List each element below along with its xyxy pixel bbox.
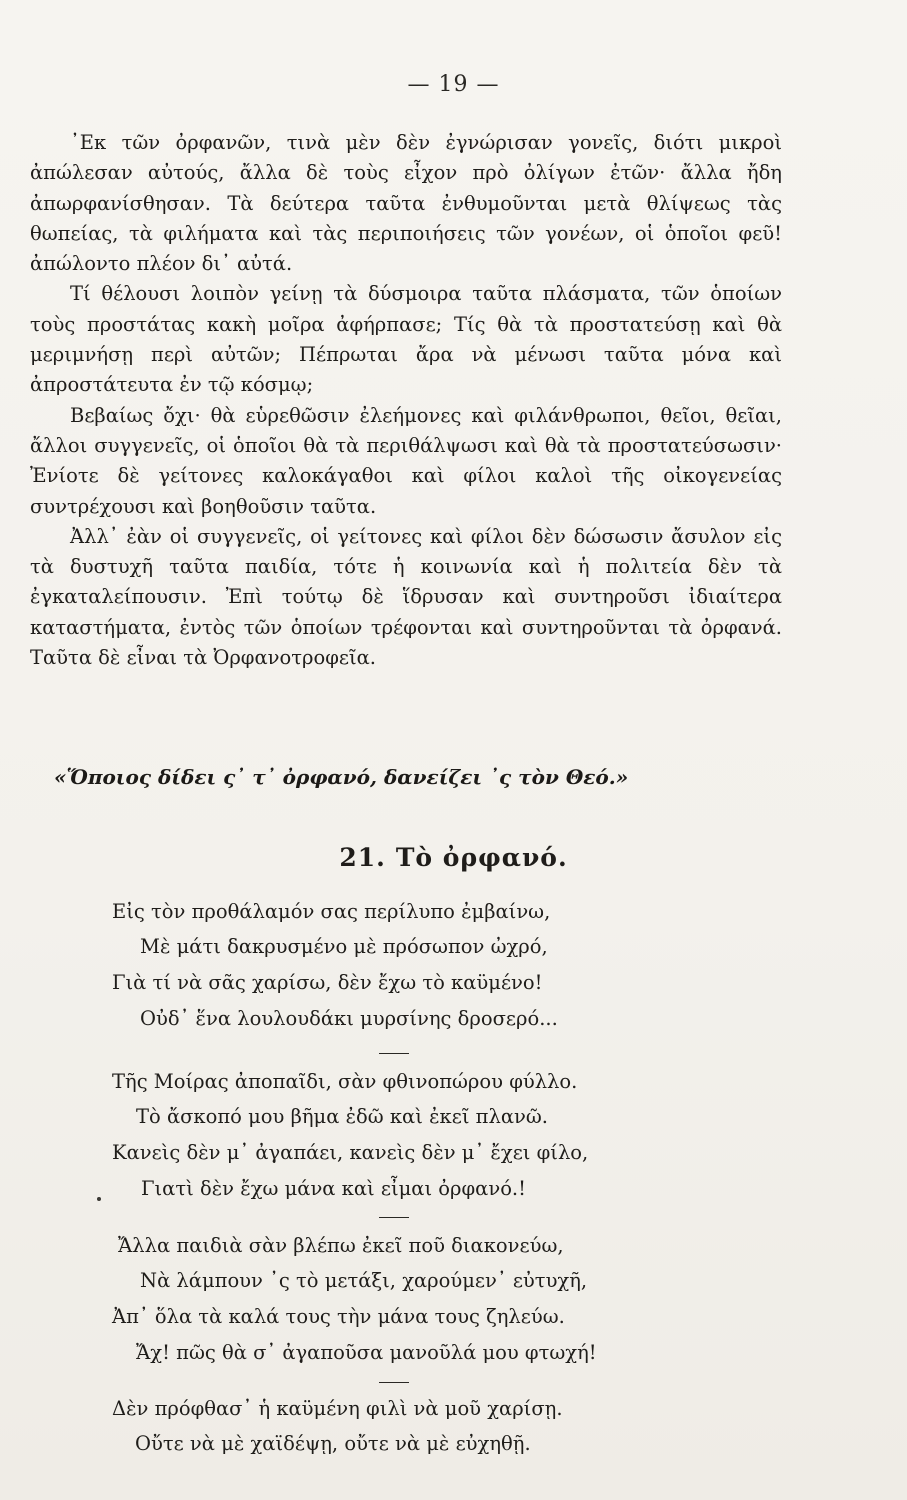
poem-line: Μὲ μάτι δακρυσμένο μὲ πρόσωπον ὠχρό, bbox=[140, 935, 548, 958]
poem-line: Νὰ λάμπουν ᾿ς τὸ μετάξι, χαρούμεν᾿ εὐτυχῆ, bbox=[140, 1269, 588, 1292]
poem-line: Ἄλλα παιδιὰ σὰν βλέπω ἐκεῖ ποῦ διακονεύω, bbox=[118, 1234, 564, 1257]
poem-line: Οὔτε νὰ μὲ χαϊδέψῃ, οὔτε νὰ μὲ εὐχηθῇ. bbox=[135, 1432, 531, 1455]
poem-line: Οὐδ᾿ ἕνα λουλουδάκι μυρσίνης δροσερό... bbox=[140, 1007, 558, 1030]
poem-line: Εἰς τὸν προθάλαμόν σας περίλυπο ἐμβαίνω, bbox=[112, 900, 551, 923]
poem-line: Ἀπ᾿ ὅλα τὰ καλά τους τὴν μάνα τους ζηλεύω. bbox=[112, 1305, 565, 1328]
poem-line: Τῆς Μοίρας ἀποπαῖδι, σὰν φθινοπώρου φύλλο. bbox=[112, 1070, 578, 1093]
stanza-divider bbox=[379, 1382, 409, 1383]
paragraph: Τί θέλουσι λοιπὸν γείνῃ τὰ δύσμοιρα ταῦτα πλάσματα, τῶν ὁποίων τοὺς προστάτας κακὴ μοῖρα ἀφήρπασε; Τίς θὰ τὰ προστατεύσῃ καὶ θὰ μεριμνήσῃ περὶ αὐτῶν; Πέπρωται ἄρα νὰ μένωσι ταῦτα μόνα καὶ ἀπροστάτευτα ἐν τῷ κόσμῳ; bbox=[30, 282, 782, 397]
stanza-divider bbox=[379, 1053, 409, 1054]
paragraph: ᾿Εκ τῶν ὀρφανῶν, τινὰ μὲν δὲν ἐγνώρισαν γονεῖς, διότι μικροὶ ἀπώλεσαν αὐτούς, ἄλλα δὲ τοὺς εἶχον πρὸ ὀλίγων ἐτῶν· ἄλλα ἤδη ἀπωρφανίσθησαν. Τὰ δεύτερα ταῦτα ἐνθυμοῦνται μετὰ θλίψεως τὰς θωπείας, τὰ φιλήματα καὶ τὰς περιποιήσεις τῶν γονέων, οἱ ὁποῖοι φεῦ! ἀπώλοντο πλέον δι᾿ αὐτά. bbox=[30, 131, 782, 276]
poem-line: Ἄχ! πῶς θὰ σ᾿ ἀγαποῦσα μανοῦλά μου φτωχή! bbox=[136, 1341, 597, 1364]
poem-line: Γιατὶ δὲν ἔχω μάνα καὶ εἶμαι ὀρφανό.! bbox=[141, 1177, 526, 1200]
page-number: — 19 — bbox=[407, 72, 500, 97]
stanza-divider bbox=[379, 1217, 409, 1218]
poem-line: Τὸ ἄσκοπό μου βῆμα ἐδῶ καὶ ἐκεῖ πλανῶ. bbox=[136, 1105, 548, 1128]
poem-line: Κανεὶς δὲν μ᾿ ἀγαπάει, κανεὶς δὲν μ᾿ ἔχει φίλο, bbox=[112, 1141, 589, 1164]
poem-line: Γιὰ τί νὰ σᾶς χαρίσω, δὲν ἔχω τὸ καϋμένο! bbox=[112, 971, 543, 994]
section-title: Τὸ ὀρφανό. bbox=[395, 843, 568, 872]
poem-line: Δὲν πρόφθασ᾿ ἡ καϋμένη φιλὶ νὰ μοῦ χαρίσῃ. bbox=[112, 1397, 563, 1420]
section-heading bbox=[0, 843, 907, 872]
paragraph: Βεβαίως ὄχι· θὰ εὑρεθῶσιν ἐλεήμονες καὶ φιλάνθρωποι, θεῖοι, θεῖαι, ἄλλοι συγγενεῖς, οἱ ὁποῖοι θὰ τὰ περιθάλψωσι καὶ θὰ τὰ προστατεύσωσιν· Ἐνίοτε δὲ γείτονες καλοκάγαθοι καὶ φίλοι καλοὶ τῆς οἰκογενείας συντρέχουσι καὶ βοηθοῦσιν ταῦτα. bbox=[30, 403, 782, 518]
prose-section bbox=[30, 128, 782, 673]
section-number: 21. bbox=[339, 843, 386, 872]
proverb: «Ὅποιος δίδει ς᾿ τ᾿ ὀρφανό, δανείζει ᾿ς τὸν Θεό.» bbox=[54, 765, 629, 789]
print-speck bbox=[97, 1197, 101, 1201]
paragraph: Ἀλλ᾿ ἐὰν οἱ συγγενεῖς, οἱ γείτονες καὶ φίλοι δὲν δώσωσιν ἄσυλον εἰς τὰ δυστυχῆ ταῦτα παιδία, τότε ἡ κοινωνία καὶ ἡ πολιτεία δὲν τὰ ἐγκαταλείπουσιν. Ἐπὶ τούτῳ δὲ ἵδρυσαν καὶ συντηροῦσι ἰδιαίτερα καταστήματα, ἐντὸς τῶν ὁποίων τρέφονται καὶ συντηροῦνται τὰ ὀρφανά. Ταῦτα δὲ εἶναι τὰ Ὀρφανοτροφεῖα. bbox=[30, 524, 782, 670]
